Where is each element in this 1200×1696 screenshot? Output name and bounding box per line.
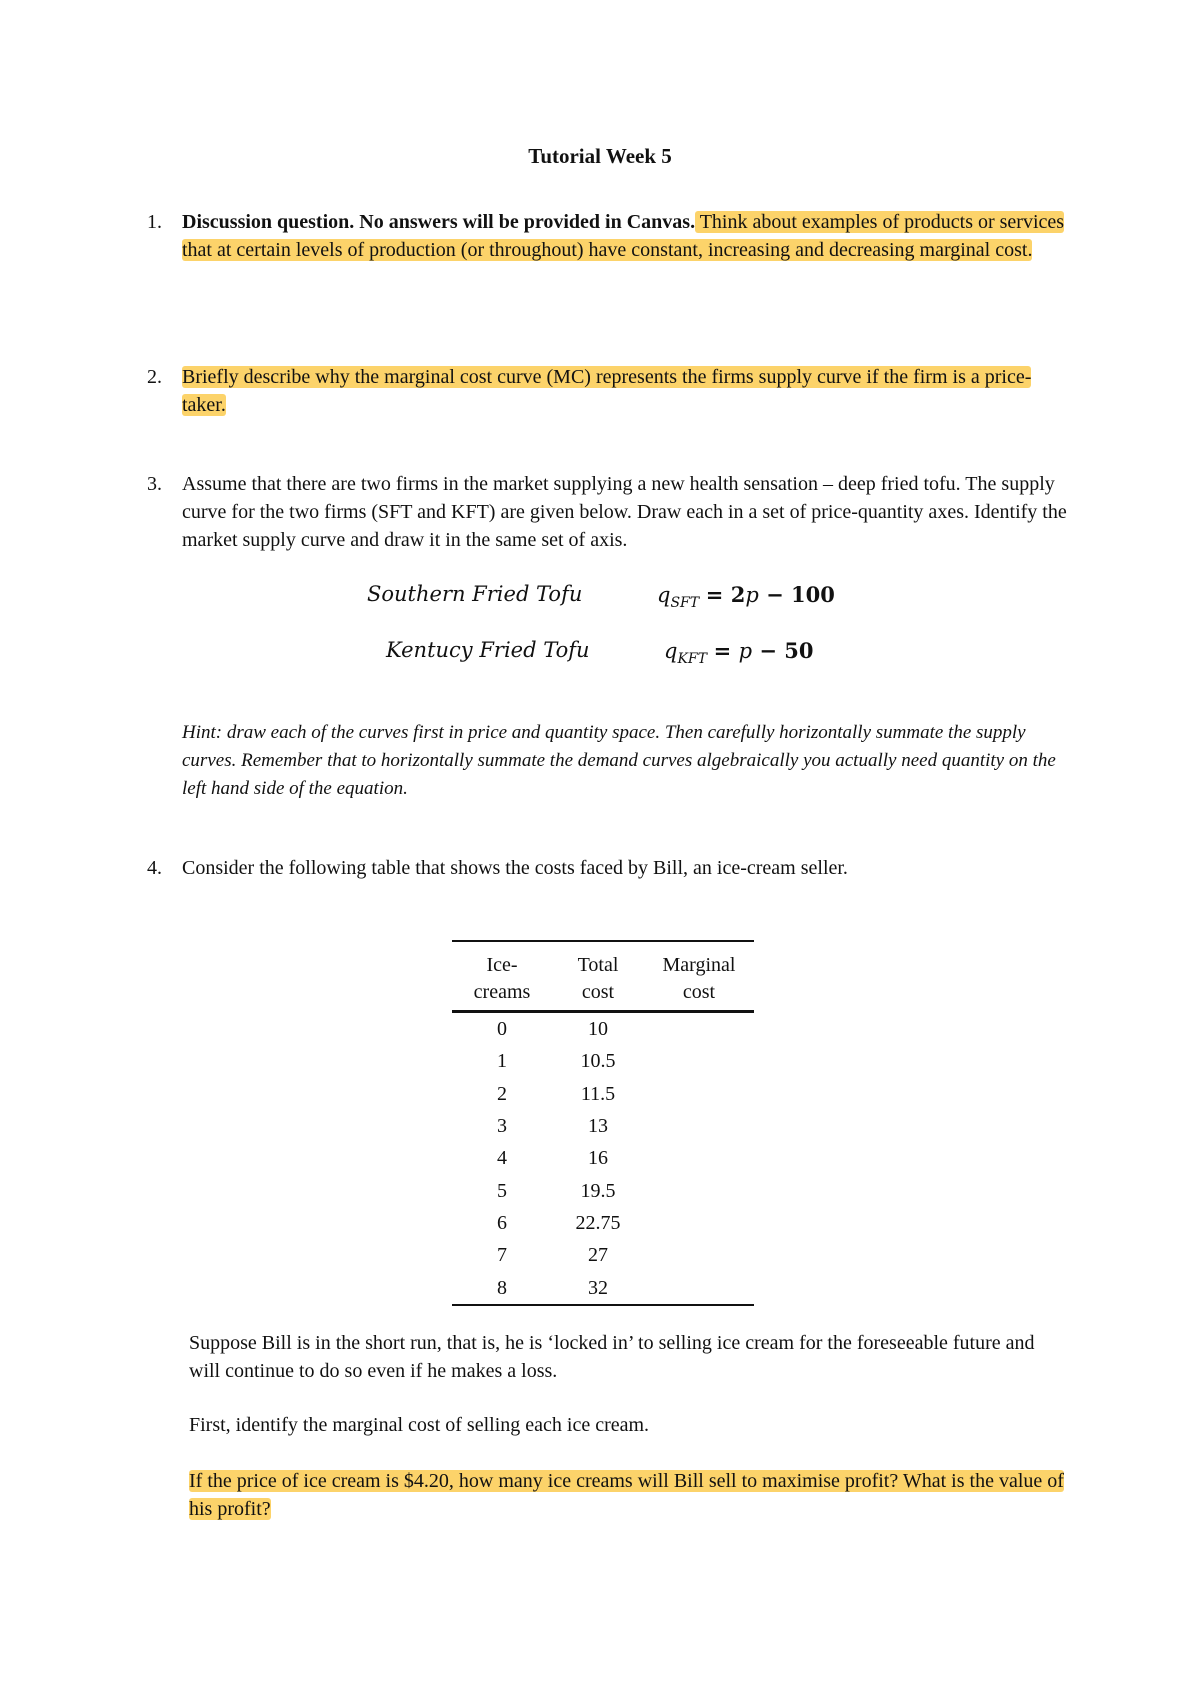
column-header-marginal-cost: Marginal cost bbox=[644, 941, 754, 1012]
question-3 bbox=[147, 470, 1067, 554]
hint-text: Hint: draw each of the curves first in price and quantity space. Then carefully horizontally summate the supply curves. Remember that to horizontally summate the demand curves algebraically you actually need quantity on the left hand side of the equation. bbox=[182, 722, 1056, 799]
column-header-total-cost: Total cost bbox=[552, 941, 644, 1012]
cost-table bbox=[452, 940, 754, 1306]
question-number: 2. bbox=[147, 366, 162, 388]
question-1-bold: Discussion question. No answers will be provided in Canvas. bbox=[182, 211, 696, 233]
table-row: 6 22.75 bbox=[497, 1211, 621, 1234]
question-body bbox=[182, 363, 1067, 419]
highlighted-text: If the price of ice cream is $4.20, how many ice creams will Bill sell to maximise profit? What is the value of his profit? bbox=[189, 1470, 1064, 1520]
table-row: 7 27 bbox=[497, 1244, 608, 1267]
question-number: 4. bbox=[147, 857, 162, 879]
table-row: 2 11.5 bbox=[497, 1082, 616, 1105]
question-body: Assume that there are two firms in the market supplying a new health sensation – deep fried tofu. The supply curve for the two firms (SFT and KFT) are given below. Draw each in a set of price-quantity axes. Identify the market supply curve and draw it in the same set of axis. bbox=[182, 473, 1067, 551]
paragraph-short-run: Suppose Bill is in the short run, that is, he is ‘locked in’ to selling ice cream for the foreseeable future and will continue to do so even if he makes a loss. bbox=[189, 1332, 1035, 1382]
table-row: 4 16 bbox=[497, 1147, 608, 1170]
equation-sft bbox=[0, 582, 1200, 612]
equation-expression: $q_{SFT} = 2p - 100$ bbox=[657, 582, 835, 612]
table-header-row bbox=[452, 941, 754, 1012]
paragraph-instruction: First, identify the marginal cost of selling each ice cream. bbox=[189, 1414, 650, 1436]
question-body: Consider the following table that shows the costs faced by Bill, an ice-cream seller. bbox=[182, 857, 848, 879]
question-body bbox=[182, 208, 1067, 264]
table-row: 8 32 bbox=[452, 1271, 754, 1304]
question-1 bbox=[147, 208, 1067, 264]
table-row: 3 13 bbox=[497, 1115, 608, 1138]
question-2 bbox=[147, 363, 1067, 419]
highlighted-text: Briefly describe why the marginal cost curve (MC) represents the firms supply curve if the firm is a price-taker. bbox=[182, 366, 1032, 416]
page-title: Tutorial Week 5 bbox=[528, 144, 672, 168]
question-4 bbox=[147, 854, 1067, 882]
table-row: 1 10.5 bbox=[497, 1050, 616, 1073]
paragraph-question bbox=[189, 1467, 1069, 1523]
equation-expression: $q_{KFT} = p - 50$ bbox=[664, 638, 814, 668]
equation-label: Southern Fried Tofu bbox=[367, 582, 583, 606]
question-number: 3. bbox=[147, 473, 162, 495]
highlighted-text: Think about examples of products or services that at certain levels of production (or throughout) have constant, increasing and decreasing marginal cost. bbox=[182, 211, 1065, 261]
column-header-ice-creams: Ice- creams bbox=[452, 941, 552, 1012]
equation-label: Kentucy Fried Tofu bbox=[386, 638, 590, 662]
equation-kft bbox=[0, 638, 1200, 668]
question-number: 1. bbox=[147, 211, 162, 233]
table-row: 0 10 bbox=[497, 1018, 608, 1041]
table-row: 5 19.5 bbox=[497, 1179, 616, 1202]
